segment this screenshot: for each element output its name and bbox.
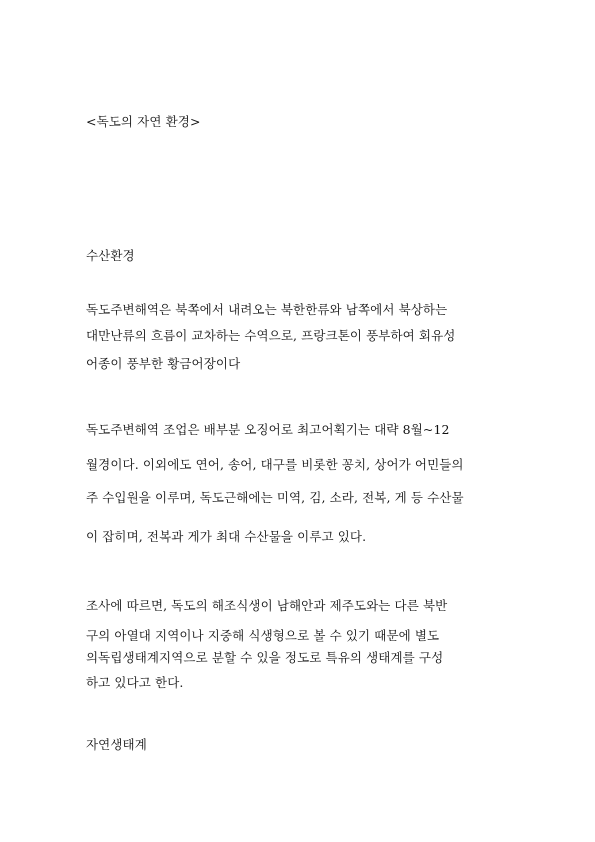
paragraph-line: 주 수입원을 이루며, 독도근해에는 미역, 김, 소라, 전복, 게 등 수산물 <box>86 490 464 505</box>
section-heading-fisheries: 수산환경 <box>86 248 135 263</box>
paragraph-line: 어종이 풍부한 황금어장이다 <box>86 356 241 371</box>
paragraph-line: 이 잡히며, 전복과 게가 최대 수산물을 이루고 있다. <box>86 529 367 544</box>
section-heading-ecosystem: 자연생태계 <box>86 737 147 752</box>
paragraph-line: 조사에 따르면, 독도의 해조식생이 남해안과 제주도와는 다른 북반 <box>86 598 448 613</box>
paragraph-line: 대만난류의 흐름이 교차하는 수역으로, 프랑크톤이 풍부하여 회유성 <box>86 328 456 343</box>
paragraph-line: 월경이다. 이외에도 연어, 송어, 대구를 비롯한 꽁치, 상어가 어민들의 <box>86 457 464 472</box>
paragraph-line: 구의 아열대 지역이나 지중해 식생형으로 볼 수 있기 때문에 별도 <box>86 628 440 643</box>
paragraph-line: 독도주변해역은 북쪽에서 내려오는 북한한류와 남쪽에서 북상하는 <box>86 302 448 317</box>
paragraph-line: 의독립생태계지역으로 분할 수 있을 정도로 특유의 생태계를 구성 <box>86 650 444 665</box>
document-title: <독도의 자연 환경> <box>86 114 201 129</box>
paragraph-line: 하고 있다고 한다. <box>86 675 184 690</box>
paragraph-line: 독도주변해역 조업은 배부분 오징어로 최고어획기는 대략 8월~12 <box>86 422 450 437</box>
